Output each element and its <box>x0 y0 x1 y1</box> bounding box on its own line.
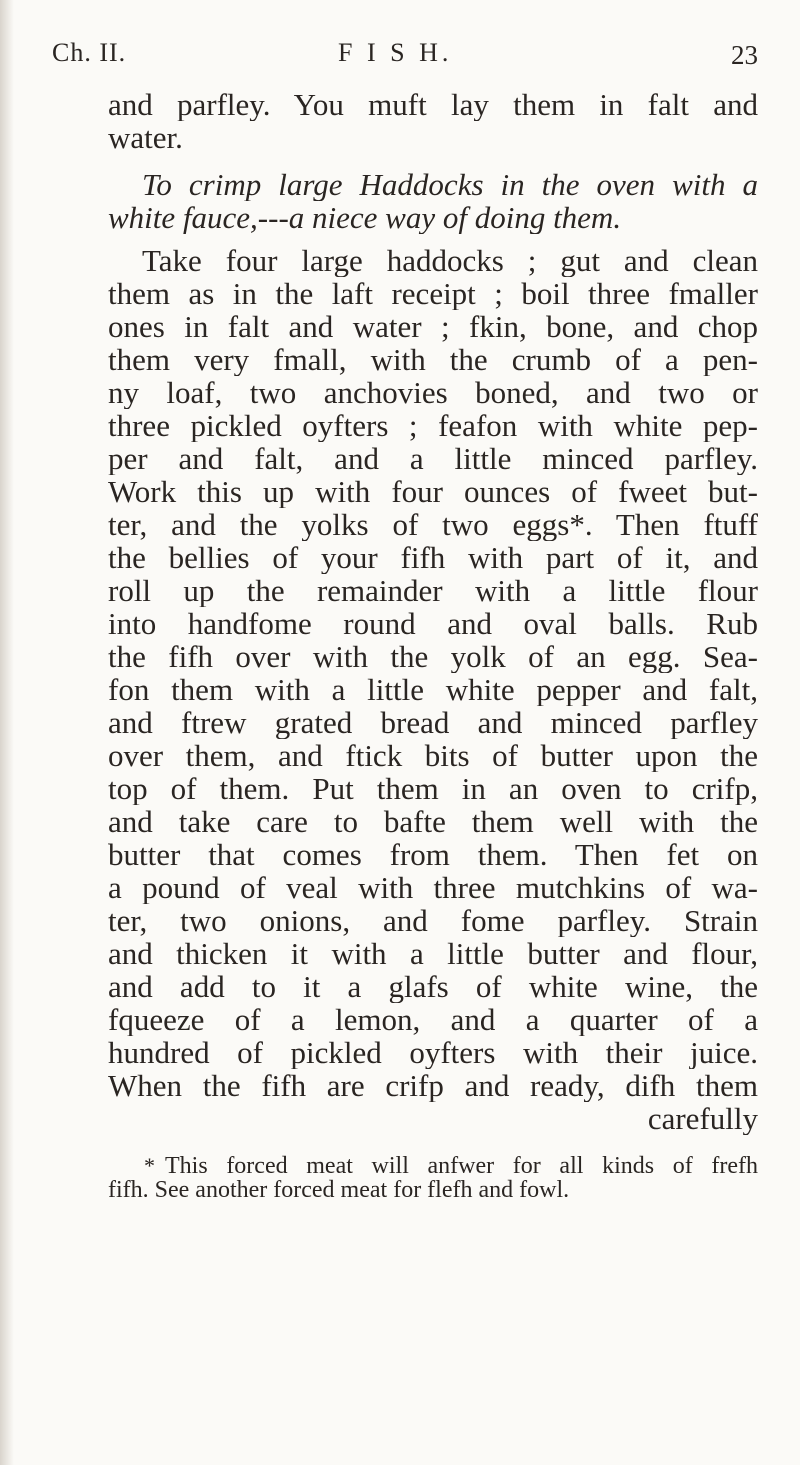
body-line: water. <box>108 121 183 154</box>
footnote-line: fifh. See another forced meat for flefh and fowl. <box>108 1178 570 1203</box>
recipe-line: and ftrew grated bread and minced parfley <box>108 706 758 739</box>
recipe-line: ones in falt and water ; fkin, bone, and chop <box>108 310 758 343</box>
binding-shadow <box>0 0 14 1465</box>
text-block <box>108 88 758 1203</box>
recipe-line: the bellies of your fifh with part of it, and <box>108 541 758 574</box>
recipe-line: over them, and ftick bits of butter upon the <box>108 739 758 772</box>
recipe-line: butter that comes from them. Then fet on <box>108 838 758 871</box>
recipe-line: the fifh over with the yolk of an egg. Sea- <box>108 640 758 673</box>
recipe-line: into handfome round and oval balls. Rub <box>108 607 758 640</box>
recipe-line: and add to it a glafs of white wine, the <box>108 970 758 1003</box>
footnote-line <box>108 1153 758 1178</box>
recipe-line: hundred of pickled oyfters with their juice. <box>108 1036 758 1069</box>
recipe-line: fon them with a little white pepper and falt, <box>108 673 758 706</box>
recipe-line: Work this up with four ounces of fweet but- <box>108 475 758 508</box>
recipe-line: top of them. Put them in an oven to crifp, <box>108 772 758 805</box>
recipe-line: ter, and the yolks of two eggs*. Then ftuff <box>108 508 758 541</box>
page-header <box>52 38 772 78</box>
recipe-line: ter, two onions, and fome parfley. Strain <box>108 904 758 937</box>
recipe-heading: white fauce,---a niece way of doing them. <box>108 201 622 234</box>
footnote <box>108 1153 758 1203</box>
recipe-line: three pickled oyfters ; feafon with white pep- <box>108 409 758 442</box>
recipe-line: a pound of veal with three mutchkins of wa- <box>108 871 758 904</box>
body-line: and parfley. You muft lay them in falt and <box>108 88 758 121</box>
recipe-line: ny loaf, two anchovies boned, and two or <box>108 376 758 409</box>
recipe-line: Take four large haddocks ; gut and clean <box>142 244 758 277</box>
header-running-title: F I S H. <box>338 38 453 67</box>
recipe-line: and take care to bafte them well with the <box>108 805 758 838</box>
recipe-line: fqueeze of a lemon, and a quarter of a <box>108 1003 758 1036</box>
recipe-line: them as in the laft receipt ; boil three fmaller <box>108 277 758 310</box>
recipe-line: per and falt, and a little minced parfley. <box>108 442 758 475</box>
recipe-line: them very fmall, with the crumb of a pen- <box>108 343 758 376</box>
recipe-line: roll up the remainder with a little flour <box>108 574 758 607</box>
header-chapter: Ch. II. <box>52 38 127 67</box>
footnote-marker: * <box>144 1153 155 1178</box>
recipe-line: When the fifh are crifp and ready, difh them <box>108 1069 758 1102</box>
header-page-number: 23 <box>731 40 758 70</box>
recipe-heading: To crimp large Haddocks in the oven with a <box>142 168 758 201</box>
recipe-line: and thicken it with a little butter and flour, <box>108 937 758 970</box>
catchword: carefully <box>647 1102 758 1135</box>
footnote-text: This forced meat will anfwer for all kinds of frefh <box>165 1153 758 1178</box>
